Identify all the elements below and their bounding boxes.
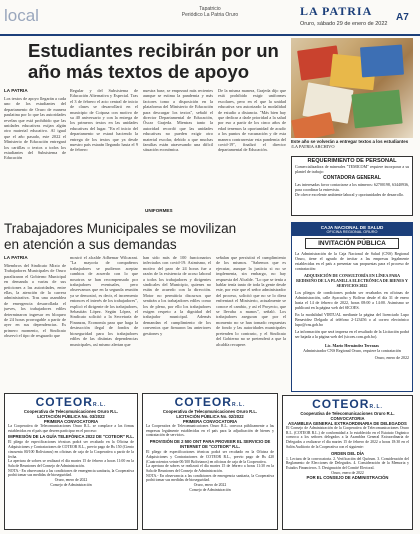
photo-caption-credit: /LA PATRIA ARCHIVO bbox=[291, 144, 335, 150]
caja-logo-line2: OFICINA REGIONAL ORURO bbox=[326, 230, 378, 234]
coteor-logo-text-2: COTEOR bbox=[174, 395, 232, 409]
caja-sign2: Administrador CNS Regional Oruro, requiere la contratación bbox=[303, 348, 401, 353]
coteor3-agenda: 1. Lectura de la convocatoria. 2. Verificación del Quórum. 3. Consideración del Reglamento de Elecciones de Delegados. 4. Consideración de la Memoria y Estados Financieros. 5. Designación del Comité Electoral. bbox=[286, 456, 409, 470]
coteor1-call: PRIMERA CONVOCATORIA bbox=[43, 419, 99, 424]
ad-personal-text2: Las interesadas favor contactarse a los números: 62700198, 63440936, para coordinar la entrevista. bbox=[295, 182, 409, 192]
coteor3-call: CONVOCATORIA bbox=[330, 416, 365, 421]
coteor-logo-sub-3: R.L. bbox=[369, 404, 383, 410]
ad-personal-text3: De ofrece excelente ambiente laboral y oportunidades de desarrollo. bbox=[295, 192, 404, 197]
coteor-logo-1 bbox=[8, 395, 134, 409]
section-name: local bbox=[4, 6, 39, 25]
coteor-logo-text-1: COTEOR bbox=[35, 395, 93, 409]
coteor-logo-sub-2: R.L. bbox=[231, 402, 246, 408]
ad-coteor-3 bbox=[282, 395, 413, 530]
coteor3-code: ASAMBLEA GENERAL EXTRAORDINARIA DE DELEGADOS bbox=[288, 421, 407, 426]
ad-coteor-2 bbox=[142, 393, 278, 530]
page-number: A7 bbox=[396, 12, 409, 23]
coteor1-body: La Cooperativa de Telecomunicaciones Oruro R.L. se complace a las firmas establecidas en el país que deseen participar en el proceso: bbox=[8, 424, 134, 433]
coteor1-body3: La apertura de sobres se realizará el día martes 15 de febrero a horas 11:00 en la Sala de Reuniones del Consejo de Administración. bbox=[8, 459, 134, 468]
story1-col4: De la misma manera, Grajeda dijo que está prohibido exigir uniformes escolares, pero en el que la unidad educativa sea autorizado la modalidad de estudio a distancia. "Más bien hay que dedicar a darle prioridad a la salud por eso a partir de los cinco años de edad tenemos la oportunidad de acudir a los puntos de vacunación y de esta manera contrarrestar esta pandemia del covid-19", finalizó el director departamental de Educación. bbox=[218, 88, 286, 153]
ad-personal-title: REQUERIMIENTO DE PERSONAL bbox=[307, 158, 397, 164]
caja-p2: ADQUISICIÓN DE CONSULTORÍA EN LÍNEA PARA REDISEÑO DE LA PLANILLA ELECTRÓNICA DE BIENES Y SERVICIOS 2022 bbox=[296, 273, 408, 288]
coteor2-note: NOTA.- En observancia a las condiciones de emergencia sanitaria, la Cooperativa podrá tomar sus medidas de bioseguridad. bbox=[146, 473, 274, 483]
ad-personal bbox=[291, 156, 413, 216]
story2-headline: Trabajadores Municipales se movilizan en atención a sus demandas bbox=[4, 221, 237, 252]
caja-title: INVITACIÓN PÚBLICA bbox=[305, 238, 399, 249]
header-center-line2: Periódico La Patria Oruro bbox=[181, 12, 239, 18]
story1-headline: Estudiantes recibirán por un año más textos de apoyo bbox=[28, 40, 279, 82]
coteor2-place: Oruro, enero de 2022 bbox=[193, 483, 227, 488]
coteor1-org: Cooperativa de Telecomunicaciones Oruro R.L. bbox=[23, 409, 119, 414]
header-center-line1: Tapatricio bbox=[199, 6, 221, 12]
story1-col3: nuestra base, se empezará más recientes aunque se estima la pandemia y más factores tomo a disposición en la plataforma del Ministerio de Educación para descargar los textos", señaló el director Departamental de Educación, Óscar Grajeda. Mientras tanto la autoridad recordó que las unidades educativas no pueden exigir otro material escolar, debido a que muchas familias están atravesando una difícil situación económica. bbox=[143, 88, 213, 153]
coteor1-subject: IMPRESIÓN DE LA GUÍA TELEFÓNICA 2022 DE "COTEOR" R.L. bbox=[8, 434, 134, 440]
coteor1-code: LICITACIÓN PÚBLICA No. 03/2022 bbox=[37, 414, 105, 419]
coteor2-subject: PROVISIÓN DE 2 500 ONT PARA PROVEER EL SERVICIO DE INTERNET DE "COTEOR" R.L. bbox=[149, 439, 271, 450]
story1-col1: Los textos de apoyo llegarán a cada uno de los estudiantes del departamento de Oruro de manera paulatina por lo que las autoridades revelan que está prohibido que las unidades educativas exijan algún otro material educativo. Al igual que el año pasado, este 2022 el Ministerio de Educación entregará los cartillas o textos a todos los estudiantes del Subsistema de Educación bbox=[4, 96, 66, 161]
story2-byline: LA PATRIA bbox=[4, 255, 28, 260]
coteor2-body: La Cooperativa de Telecomunicaciones Oruro R.L. convoca públicamente a las empresas legalmente establecidas en el país para la adjudicación de bienes y contratación de servicios. bbox=[146, 424, 274, 438]
caja-p1: La Administración de la Caja Nacional de Salud (CNS) Regional Oruro, tiene el agrado de invitar a las empresas legalmente establecidas en el país a presentar sus propuestas para el proceso de contratación: bbox=[295, 251, 409, 271]
coteor-logo-3 bbox=[286, 397, 409, 411]
issue-date: Oruro, sábado 29 de enero de 2022 bbox=[300, 21, 388, 27]
coteor-logo-2 bbox=[146, 395, 274, 409]
story2-col2: mostró el alcalde Adhemar Wilcarani. "La mayoría de compañeros trabajadores se pudieron aceptar cambios de acuerdo con lo que nosotros se han recompensado por trabajadores eventuales, pero observamos que en la segunda reunión ya se demostró, es decir, el incremento entonces el interés de los trabajadores", explicó el dirigente de los trabajadores, Sebastián López. Según López, el Sindicato solicitó a la Secretaría de Finanzas, Economía para que haga la destrucción ilegal de fondos de bioseguridad para los trabajadores ediles de las distintas dependencias municipales, así mismo alertan que bbox=[70, 255, 138, 347]
coteor3-agenda-title: ORDEN DEL DÍA bbox=[331, 450, 364, 456]
coteor2-body2: El pliego de especificaciones técnicas podrá ser recabado en la Oficina de Adquisiciones y Contrataciones de COTEOR R.L., previo pago de Bs 420 (Cuatrocientos veinte 00/100 Bolivianos) en oficinas de caja de la Cooperativa. bbox=[146, 450, 274, 464]
coteor2-sign: Consejo de Administración bbox=[189, 487, 231, 492]
photo-caption bbox=[291, 139, 413, 150]
coteor3-body: El Consejo de Administración de la Cooperativa de Telecomunicaciones Oruro R.L. (COTEOR R.L.) de conformidad a lo establecido en el Estatuto Orgánico convoca a los señores delegados a la Asamblea General Extraordinaria de Delegados a realizarse el día martes 15 de febrero de 2022 a horas 18:30 en el Salón Auditorio de la Cooperativa con el siguiente: bbox=[286, 426, 409, 449]
coteor2-body3: La apertura de sobres se realizará el día martes 15 de febrero a horas 11:30 en la Sala de Reuniones del Consejo de Administración. bbox=[146, 464, 274, 473]
caja-p4: En la modalidad VIRTUAL mediante la página del licenciado Lupo Benavidez Delgado al teléfono 2-123456 o al correo electrónico lupo@cns.gob.bo bbox=[295, 312, 409, 327]
coteor3-place: Oruro, enero de 2022 bbox=[331, 470, 364, 475]
coteor1-body2: El pliego de especificaciones técnicas podrá ser recabado en la Oficina de Adquisiciones y Contrataciones de COTEOR R.L., previo pago de Bs 150 (Ciento cincuenta 00/100 Bolivianos) en oficinas de caja de la Cooperativa a partir de la fecha. bbox=[8, 440, 134, 459]
coteor3-sign: POR EL CONSEJO DE ADMINISTRACIÓN bbox=[306, 475, 389, 481]
ad-caja-nacional bbox=[291, 222, 413, 392]
caja-sign1: Lic. Mario Hernández Terrazas bbox=[325, 343, 379, 348]
photo-caption-text: Este año se volverán a entregar textos a los estudiantes bbox=[291, 139, 409, 144]
coteor1-sign: Consejo de Administración bbox=[50, 482, 92, 487]
story2-col1: Miembros del Sindicato Mixto de Trabajadores Municipales de Oruro paralizaron el Gobierno Municipal en demanda a varias de sus peticiones a las autoridades, entre ellas, la atención de la carrera administrativa. Tras una asamblea de emergencia desarrollada el jueves, los trabajadores ediles determinaron ingresar en bloqueo de 24 horas prorrogable a partir de ayer en sus dependencias. Es primero momento, el Sindicato observó el tipo de resguardo que bbox=[4, 263, 66, 339]
books-photo bbox=[291, 38, 413, 138]
coteor3-org: Cooperativa de Telecomunicaciones Oruro R.L. bbox=[300, 411, 395, 416]
caja-sign3: Oruro, enero de 2022 bbox=[374, 355, 409, 360]
story2-col3: han sido más de 100 funcionarios infectados con covid-19. Asimismo, el motivo del paro de 24 horas fue a razón de la existencia de acoso laboral a todos los trabajadores y dirigentes sindicales del Municipio, quienes no están de acuerdo con la dirección. Motor no permitiría discursos que sentirán a los trabajadores ediles como los de pleno, por ello los trabajadores exigen respeto a la dignidad del trabajador municipal. Además demandan el cumplimiento de los convenios que firmaron las anteriores gestiones y bbox=[143, 255, 211, 336]
ad-coteor-1 bbox=[4, 393, 138, 530]
story1-col2: Regular y del Subsistema de Educación Alternativa y Especial. Tras el 3 de febrero el acto central de inicio de clases se desarrollará en el municipio de Coipasa con motivo de su 40 aniversario y con la entrega de los primeros textos en las unidades educativas del lugar. "En el inicio del departamento se estará haciendo la entrega de los textos que ya desde nuestro país estarán llegando hasta el 9 de febrero bbox=[70, 88, 138, 153]
ad-personal-text1: Comercializadora de minerales "TEMICOM" requiere incorporar a su plantel de trabajo: bbox=[295, 164, 409, 174]
ad-personal-subtitle: CONTADORA GENERAL bbox=[323, 175, 381, 181]
caja-logo-line1: CAJA NACIONAL DE SALUD bbox=[320, 225, 384, 230]
story2-col4: señalan que persistirá el cumplimiento de los mismos. "Sabemos que es ejecutar, aunque la justicia si no se implementa, sin embargo, no hay respuesta del Alcalde. "Lo que se tenía a hablar tenía tanto de toda la gente desde este, por este que el señor administrador del proceso, solicitó que no se lo diera enfrentará el Ministerio, actualmente se conoce el cambio, y así el Proyecto, que se llevaba a manos", señaló. Los trabajadores aseguran que por el momento no se han tomado respuestas de fondo y las autoridades municipales pretenden lo contrario, y el Sindicato del Gobierno no se pretenderá a que la alcaldía recupere. bbox=[216, 255, 286, 347]
coteor2-code: LICITACIÓN PÚBLICA No. 02/2022 bbox=[176, 414, 244, 419]
header-center-logo bbox=[170, 6, 250, 18]
coteor1-place: Oruro, enero de 2022 bbox=[54, 478, 88, 483]
coteor2-org: Cooperativa de Telecomunicaciones Oruro R.L. bbox=[162, 409, 258, 414]
coteor2-call: PRIMERA CONVOCATORIA bbox=[182, 419, 238, 424]
coteor-logo-text-3: COTEOR bbox=[312, 397, 370, 411]
masthead: LA PATRIA bbox=[300, 4, 373, 18]
caja-p5: La información que será impresa en el resultado de la Licitación podrá ser bajada a la página web del (sicoes.com.gob.bo). bbox=[295, 329, 409, 339]
story1-subhead: UNIFORMES bbox=[145, 208, 173, 213]
story1-byline: LA PATRIA bbox=[4, 88, 28, 93]
caja-p3: Los pliegos de condiciones podrán ser recabados en oficinas de Administración, calle Ayacucho y Bolívar desde el día 31 de enero hasta el 14 de febrero de 2022, horas 08:00 a 14:00. Asimismo se publicará en la página web del SICOES. bbox=[295, 290, 409, 310]
coteor-logo-sub-1: R.L. bbox=[92, 402, 107, 408]
coteor1-note: NOTA.- En observancia a las condiciones de emergencia sanitaria, la Cooperativa podrá tomar sus medidas de bioseguridad. bbox=[8, 468, 134, 478]
caja-logo-bar bbox=[292, 223, 412, 236]
